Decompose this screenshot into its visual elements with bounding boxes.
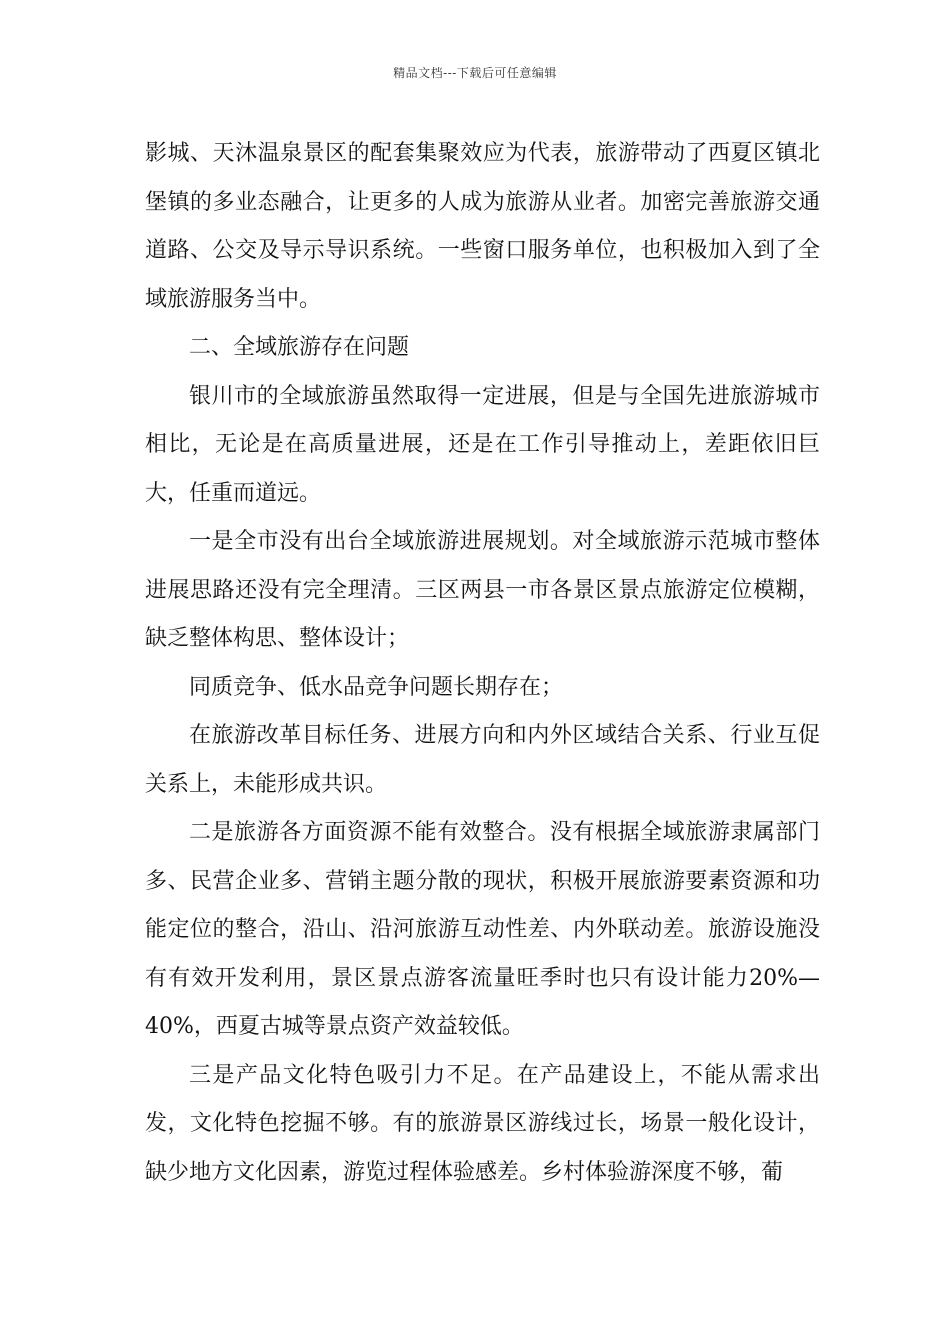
document-body [145, 130, 820, 1197]
paragraph: 同质竞争、低水品竞争问题长期存在； [189, 674, 564, 700]
paragraph: 影城、天沐温泉景区的配套集聚效应为代表，旅游带动了西夏区镇北堡镇的多业态融合，让更多的人成为旅游从业者。加密完善旅游交通道路、公交及导示导识系统。一些窗口服务单位，也积极加入到了全域旅游服务当中。 [145, 141, 820, 312]
section-heading: 二、全域旅游存在问题 [189, 335, 410, 360]
paragraph: 一是全市没有出台全域旅游进展规划。对全域旅游示范城市整体进展思路还没有完全理清。三区两县一市各景区景点旅游定位模糊，缺乏整体构思、整体设计； [145, 529, 820, 651]
paragraph: 在旅游改革目标任务、进展方向和内外区域结合关系、行业互促关系上，未能形成共识。 [145, 723, 820, 797]
paragraph: 二是旅游各方面资源不能有效整合。没有根据全域旅游隶属部门多、民营企业多、营销主题分散的现状，积极开展旅游要素资源和功能定位的整合，沿山、沿河旅游互动性差、内外联动差。旅游设施没有有效开发利用，景区景点游客流量旺季时也只有设计能力20%—40%，西夏古城等景点资产效益较低。 [145, 820, 820, 1039]
paragraph: 三是产品文化特色吸引力不足。在产品建设上，不能从需求出发，文化特色挖掘不够。有的旅游景区游线过长，场景一般化设计，缺少地方文化因素，游览过程体验感差。乡村体验游深度不够，葡 [145, 1062, 820, 1185]
header-note: 精品文档---下载后可任意编辑 [393, 66, 557, 80]
paragraph: 银川市的全域旅游虽然取得一定进展，但是与全国先进旅游城市相比，无论是在高质量进展，还是在工作引导推动上，差距依旧巨大，任重而道远。 [145, 383, 820, 506]
